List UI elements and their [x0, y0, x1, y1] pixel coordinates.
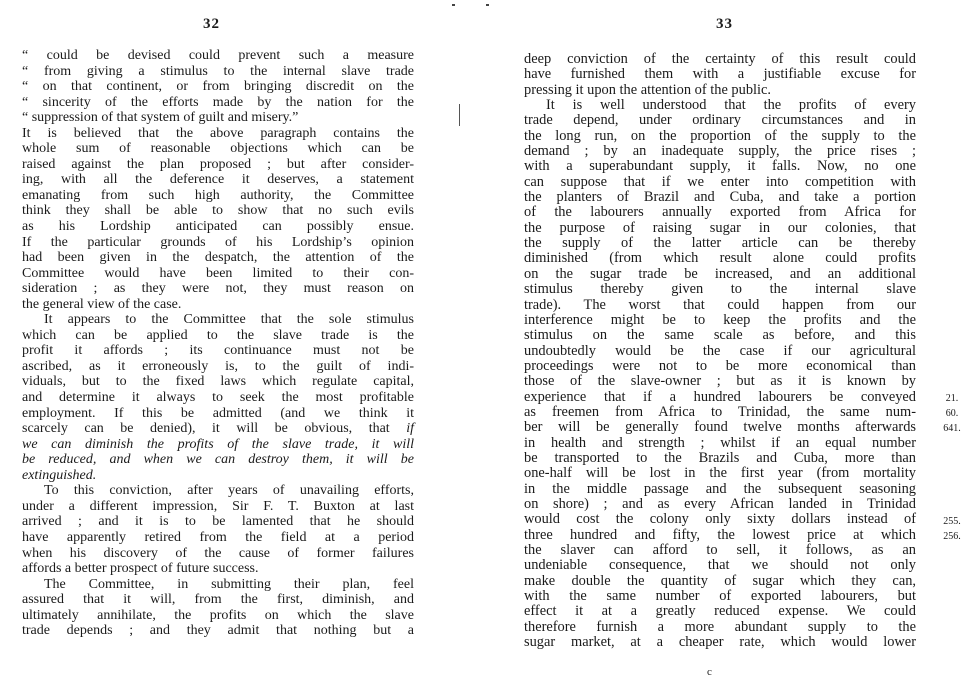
text-line: interference might be to keep the profits and the — [524, 311, 916, 328]
text-line: make double the quantity of sugar which they can, — [524, 572, 916, 589]
text-line: trade depend, under ordinary circumstances and in — [524, 112, 916, 129]
text-line: the general view of the case. — [22, 296, 182, 312]
text-line: “ sincerity of the efforts made by the nation for the — [22, 94, 414, 110]
text-line: with a superabundant supply, it falls. Now, no one — [524, 158, 916, 175]
text-line: proceedings were not to be more economical than — [524, 357, 916, 374]
text-line: employment. If this be admitted (and we think it — [22, 405, 414, 421]
margin-note: 60. — [945, 408, 959, 420]
text-line: diminished (from which result alone could profits — [524, 250, 916, 267]
gutter-mark — [459, 104, 460, 126]
text-line: extinguished. — [22, 467, 97, 483]
text-line: sideration ; as they were not, they must reason on — [22, 281, 414, 297]
text-line: sugar market, at a cheaper rate, which would lower — [524, 634, 916, 651]
text-line: on shore) ; and as every African landed in Trinidad — [524, 495, 916, 512]
text-line: therefore furnish a more abundant supply to the — [524, 618, 916, 635]
text-line: in health and strength ; whilst if an equal number — [524, 434, 916, 451]
text-line: had been given in the despatch, the attention of the — [22, 250, 414, 266]
text-line: deep conviction of the certainty of this result could — [524, 51, 916, 67]
text-line: be transported to the Brazils and Cuba, more than — [524, 449, 916, 466]
top-mark — [452, 4, 455, 6]
margin-note: 21. — [945, 392, 959, 404]
text-line: stimulus on the same scale as before, and this — [524, 327, 916, 344]
text-line: assured that it will, from the first, diminish, and — [22, 592, 414, 608]
text-line: affords a better prospect of future success. — [22, 561, 259, 577]
text-line: demand ; by an inadequate supply, the price rises ; — [524, 143, 916, 160]
text-line: the planters of Brazil and Cuba, and take a portion — [524, 189, 916, 206]
text-line: scarcely can be denied), it will be obvious, that if — [22, 421, 414, 437]
text-line: To this conviction, after years of unavailing efforts, — [44, 483, 414, 499]
text-line: one-half will be lost in the first year (from mortality — [524, 465, 916, 482]
text-line: ber will be generally found twelve months afterwards — [524, 419, 916, 436]
text-line: It appears to the Committee that the sole stimulus — [44, 312, 414, 328]
text-line: as his Lordship anticipated can possibly ensue. — [22, 219, 414, 235]
text-line: have furnished them with a justifiable excuse for — [524, 66, 916, 83]
left-page — [0, 0, 460, 689]
text-line: ascribed, as it erroneously is, to the guilt of indi- — [22, 358, 414, 374]
text-line: the long run, on the proportion of the supply to the — [524, 127, 916, 144]
text-line: in the middle passage and the subsequent seasoning — [524, 480, 916, 497]
text-line: stimulus thereby given to the internal slave — [524, 281, 916, 298]
text-line: effect it at a greatly reduced expense. We could — [524, 603, 916, 620]
text-line: whole sum of reasonable objections which can be — [22, 141, 414, 157]
text-line: under a different impression, Sir F. T. Buxton at last — [22, 498, 414, 514]
text-line: as freemen from Africa to Trinidad, the same num- — [524, 403, 916, 420]
text-line: undeniable consequence, that we should not only — [524, 557, 916, 574]
text-line: trade). The worst that could happen from our — [524, 296, 916, 313]
text-line: raised against the plan proposed ; but after consider- — [22, 156, 414, 172]
text-line: ultimately annihilate, the profits on which the slave — [22, 607, 414, 623]
text-line: arrived ; and it is to be lamented that he should — [22, 514, 414, 530]
text-line: three hundred and fifty, the lowest price at which — [524, 526, 916, 543]
text-line: can suppose that if we enter into competition with — [524, 173, 916, 190]
text-line: think they shall be able to show that no such evils — [22, 203, 414, 219]
text-line: emanating from such high authority, the Committee — [22, 187, 414, 203]
text-line: experience that if a hundred labourers be conveyed — [524, 388, 916, 405]
margin-note: 641. — [943, 423, 961, 435]
page-number: 33 — [716, 16, 733, 32]
signature-mark: c — [707, 666, 712, 678]
text-line: with the same number of exported labourers, but — [524, 588, 916, 605]
text-line: pressing it upon the attention of the public. — [524, 81, 771, 98]
text-line: would cost the colony only sixty dollars instead of — [524, 511, 916, 528]
text-line: The Committee, in submitting their plan, feel — [44, 576, 414, 592]
text-line: “ could be devised could prevent such a measure — [22, 48, 414, 63]
text-line: undoubtedly would be the case if our agricultural — [524, 342, 916, 359]
text-line: profit it affords ; its continuance must not be — [22, 343, 414, 359]
margin-note: 255. — [943, 515, 961, 527]
text-line: It is believed that the above paragraph contains the — [22, 125, 414, 141]
text-line: those of the slave-owner ; but as it is known by — [524, 373, 916, 390]
text-line: “ from giving a stimulus to the internal slave trade — [22, 63, 414, 79]
text-line: and determine it always to seek the most profitable — [22, 390, 414, 406]
text-line: which can be applied to the slave trade is the — [22, 327, 414, 343]
left-text-column — [22, 48, 414, 639]
text-line: the slaver can afford to sell, it follows, as an — [524, 542, 916, 558]
text-line: If the particular grounds of his Lordship’s opinion — [22, 234, 414, 250]
text-line: on the sugar trade be increased, and an additional — [524, 265, 916, 282]
text-line: It is well understood that the profits of every — [546, 97, 916, 114]
text-line: Committee would have been limited to their con- — [22, 265, 414, 281]
text-line: trade depends ; and they admit that nothing but a — [22, 623, 414, 639]
text-line: the purpose of raising sugar in our colonies, that — [524, 219, 916, 236]
page-number: 32 — [203, 16, 220, 32]
text-line: we can diminish the profits of the slave trade, it will — [22, 436, 414, 452]
text-line: viduals, but to the fixed laws which regulate capital, — [22, 374, 414, 390]
text-line: ing, with all the deference it deserves, a statement — [22, 172, 414, 188]
text-line: have apparently retired from the field at a period — [22, 529, 414, 545]
text-line: be reduced, and when we can destroy them, it will be — [22, 452, 414, 468]
right-text-column — [524, 52, 916, 650]
text-line: of the labourers annually exported from Africa for — [524, 204, 916, 221]
text-line: the supply of the latter article can be thereby — [524, 235, 916, 252]
text-line: when his discovery of the cause of former failures — [22, 545, 414, 561]
text-line: “ on that continent, or from bringing discredit on the — [22, 79, 414, 95]
text-line: “ suppression of that system of guilt and misery.” — [22, 110, 299, 126]
margin-note: 256. — [943, 530, 961, 542]
right-page — [470, 0, 980, 689]
